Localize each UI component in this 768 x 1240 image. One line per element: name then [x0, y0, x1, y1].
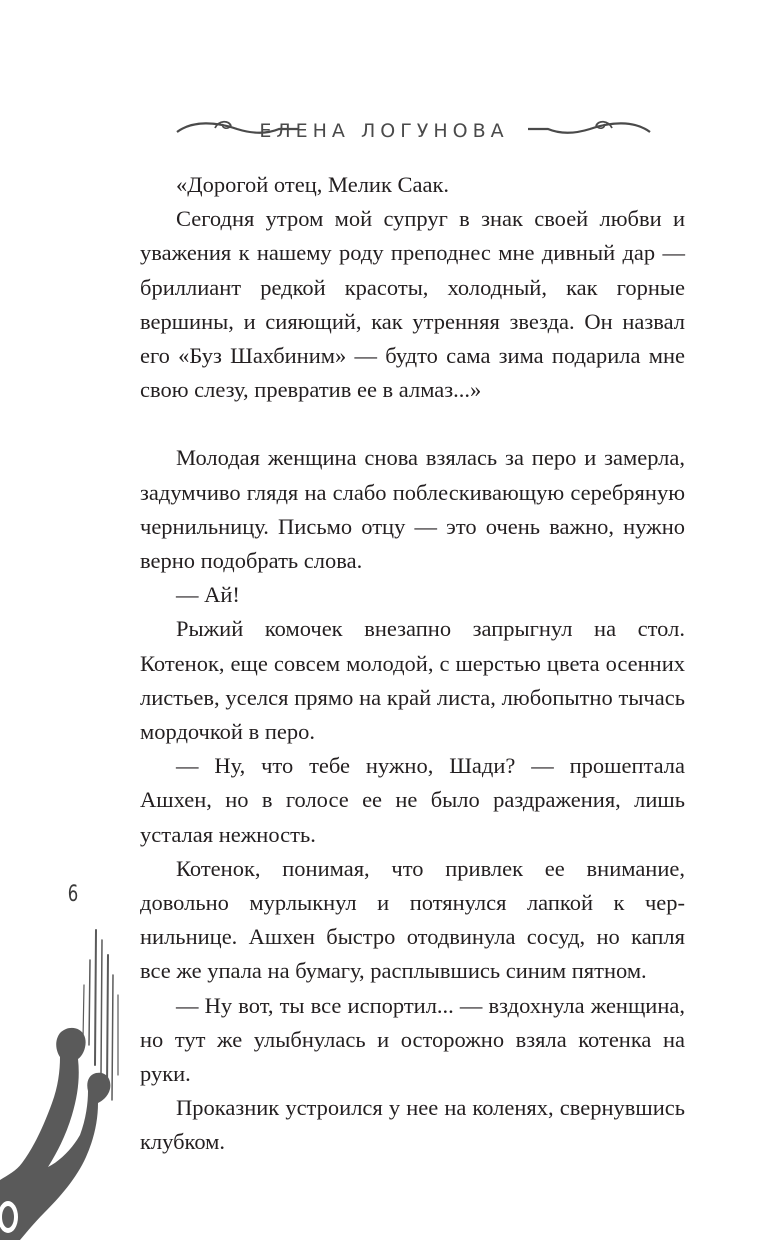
dialogue-line: — Ну, что тебе нужно, Шади? — прошептала Ашхен, но в голосе ее не было раздражения, лишь усталая нежность.: [140, 753, 685, 847]
running-header: [0, 112, 768, 152]
page-number: 6: [67, 882, 79, 907]
dialogue-line: — Ну вот, ты все испортил... — вздохнула женщина, но тут же улыбнулась и осторожно взяла котенка на руки.: [140, 992, 685, 1087]
author-name: ЕЛЕНА ЛОГУНОВА: [259, 120, 509, 142]
letter-salutation: «Дорогой отец, Мелик Саак.: [176, 172, 450, 197]
body-text: [140, 168, 685, 1160]
paragraph: Проказник устроился у нее на коленях, свернувшись клубком.: [140, 1095, 685, 1155]
paragraph: Молодая женщина снова взялась за перо и замерла, задумчиво глядя на слабо поблескивающую серебряную чернильницу. Письмо отцу — это очень важно, нужно верно подобрать слова.: [140, 445, 685, 574]
section-gap: [140, 407, 685, 441]
right-flourish-icon: [522, 112, 652, 142]
dialogue-line: — Ай!: [176, 582, 240, 608]
paragraph: Котенок, понимая, что привлек ее внимание, довольно мурлыкнул и потянулся лапкой к чернильнице. Ашхен быстро отодвинула сосуд, но капля все же упала на бумагу, расплывшись синим пятном.: [140, 855, 685, 984]
cat-silhouette-illustration: [0, 925, 130, 1240]
paragraph: Рыжий комочек внезапно запрыгнул на стол. Котенок, еще совсем молодой, с шерстью цвета осенних листьев, уселся прямо на край листа, любопытно тычась мордочкой в перо.: [140, 616, 685, 745]
letter-body: Сегодня утром мой супруг в знак своей любви и уважения к нашему роду преподнес мне дивный дар — бриллиант редкой красоты, холодный, как горные вершины, и сияющий, как утренняя звезда. Он назвал его «Буз Шахбиним» — будто сама зима подарила мне свою слезу, превратив ее в алмаз...»: [140, 206, 685, 403]
